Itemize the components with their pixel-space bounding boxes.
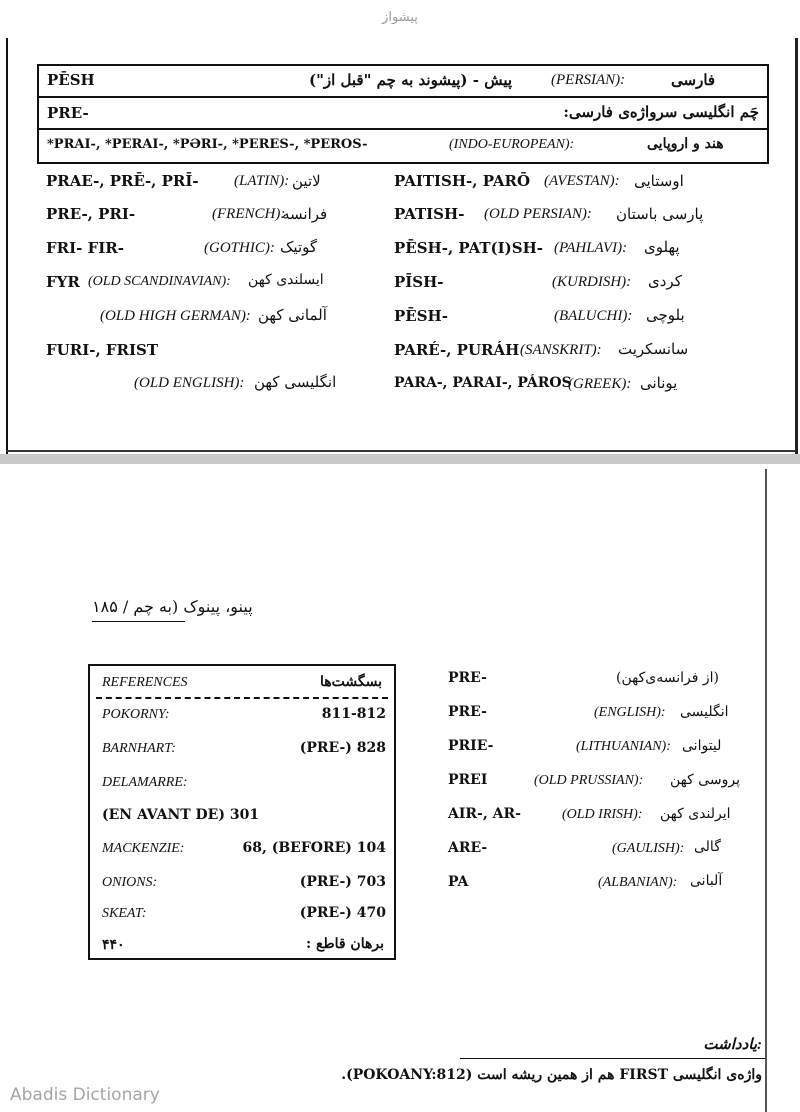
gothic-label-fa: گوتیک <box>280 238 318 256</box>
old-english-label-en: (OLD ENGLISH): <box>134 375 245 391</box>
cognate-lithuanian-word: PRIE- <box>448 738 494 754</box>
ref-barnhart-source: BARNHART: <box>102 741 176 756</box>
cognate-old-prussian-word: PREI <box>448 772 488 788</box>
latin-label-en: (LATIN): <box>234 173 290 189</box>
note-heading: یادداشت: <box>703 1037 762 1053</box>
cognate-albanian-word: PA <box>448 874 469 890</box>
persian-label-en: (PERSIAN): <box>551 72 626 88</box>
dictionary-page-2 <box>0 464 800 1112</box>
ref-skeat-value: (PRE-) 470 <box>299 905 386 921</box>
header-divider <box>39 96 767 98</box>
references-dashed-divider <box>96 697 388 699</box>
references-title-fa: بسگشت‌ها <box>319 674 382 690</box>
cognate-albanian-label-en: (ALBANIAN): <box>598 875 678 890</box>
latin-label-fa: لاتین <box>292 172 321 190</box>
furi-frist-word: FURI-, FRIST <box>46 341 159 359</box>
cognate-english-word: PRE- <box>448 704 487 720</box>
dictionary-page-1 <box>0 38 800 455</box>
ref-barnhart-value: (PRE-) 828 <box>299 740 386 756</box>
references-title-en: REFERENCES <box>102 675 188 690</box>
page-separator <box>0 454 800 464</box>
french-label-fa: فرانسه <box>282 205 328 223</box>
sanskrit-word: PARÉ-, PURÁH <box>394 341 520 359</box>
cognate-english-label-en: (ENGLISH): <box>594 705 666 720</box>
cognate-old-prussian-label-fa: پروسی کهن <box>670 772 741 788</box>
cognate-gaulish-label-fa: گالی <box>694 839 721 855</box>
cognate-english-label-fa: انگلیسی <box>680 704 729 720</box>
greek-label-fa: یونانی <box>640 374 678 392</box>
header-divider <box>39 128 767 130</box>
english-label-fa: چَم انگلیسی سرواژه‌ی فارسی: <box>563 103 759 121</box>
page-border-bottom <box>6 450 796 452</box>
ref-mackenzie-source: MACKENZIE: <box>102 841 185 856</box>
cognate-old-irish-label-fa: ایرلندی کهن <box>660 806 731 822</box>
persian-word: PĒSH <box>47 71 95 89</box>
ref-delamarre-value: (EN AVANT DE) 301 <box>102 807 260 823</box>
persian-label-fa: فارسی <box>671 71 716 89</box>
old-scandinavian-word: FYR <box>46 273 80 291</box>
ref-pokorny-value: 811-812 <box>321 706 386 722</box>
english-word: PRE- <box>47 104 89 122</box>
pahlavi-word: PĒSH-, PAT(I)SH- <box>394 239 543 257</box>
cognate-old-irish-label-en: (OLD IRISH): <box>562 807 643 822</box>
french-word: PRE-, PRI- <box>46 205 136 223</box>
cognate-albanian-label-fa: آلبانی <box>690 873 723 889</box>
latin-word: PRAE-, PRĒ-, PRĪ- <box>46 172 199 190</box>
old-high-german-label-fa: آلمانی کهن <box>258 306 327 324</box>
ref-pokorny-source: POKORNY: <box>102 707 170 722</box>
avestan-label-fa: اوستایی <box>634 172 684 190</box>
indo-european-label-en: (INDO-EUROPEAN): <box>449 137 575 152</box>
cognate-lithuanian-label-fa: لیتوانی <box>682 738 722 754</box>
old-scandinavian-label-fa: ایسلندی کهن <box>248 272 324 288</box>
old-persian-label-en: (OLD PERSIAN): <box>484 206 592 222</box>
french-label-en: (FRENCH): <box>212 206 286 222</box>
ref-skeat-source: SKEAT: <box>102 906 147 921</box>
old-persian-word: PATISH- <box>394 205 465 223</box>
baluchi-word: PĒSH- <box>394 307 448 325</box>
page-heading: پینو، پینوک (به چم / ۱۸۵ <box>92 597 253 616</box>
page-title: پیشواز <box>382 10 418 25</box>
greek-label-en: (GREEK): <box>568 376 632 392</box>
cognate-old-irish-word: AIR-, AR- <box>448 806 521 822</box>
ref-mackenzie-value: 68, (BEFORE) 104 <box>242 840 386 856</box>
kurdish-word: PĪSH- <box>394 273 444 291</box>
greek-word: PARA-, PARAI-, PÁROS <box>394 375 572 391</box>
baluchi-label-fa: بلوچی <box>646 306 685 324</box>
watermark-text: Abadis Dictionary <box>10 1085 160 1105</box>
pahlavi-label-en: (PAHLAVI): <box>554 240 628 256</box>
avestan-word: PAITISH-, PARŌ <box>394 172 531 190</box>
old-high-german-label-en: (OLD HIGH GERMAN): <box>100 308 251 324</box>
cognate-gaulish-label-en: (GAULISH): <box>612 841 685 856</box>
indo-european-word: *PRAI-, *PERAI-, *PƏRI-, *PERES-, *PEROS- <box>47 137 368 152</box>
gothic-label-en: (GOTHIC): <box>204 240 275 256</box>
sanskrit-label-fa: سانسکریت <box>618 340 689 358</box>
note-heading-underline <box>460 1058 765 1059</box>
note-text: واژه‌ی انگلیسی FIRST هم از همین ریشه است (POKOANY:812). <box>341 1067 762 1083</box>
old-persian-label-fa: پارسی باستان <box>616 205 704 223</box>
baluchi-label-en: (BALUCHI): <box>554 308 633 324</box>
kurdish-label-fa: کردی <box>648 272 682 290</box>
page-border-right <box>795 38 798 455</box>
indo-european-label-fa: هند و اروپایی <box>647 136 724 152</box>
page-border-left <box>6 38 8 455</box>
ref-onions-value: (PRE-) 703 <box>299 874 386 890</box>
cognate-old-french-label: (از فرانسه‌ی‌کهن) <box>616 670 719 686</box>
cognate-old-prussian-label-en: (OLD PRUSSIAN): <box>534 773 644 788</box>
ref-borhan-source: برهان قاطع : <box>305 936 384 952</box>
kurdish-label-en: (KURDISH): <box>552 274 632 290</box>
old-english-label-fa: انگلیسی کهن <box>254 373 337 391</box>
page-border-right <box>765 469 767 1112</box>
sanskrit-label-en: (SANSKRIT): <box>520 342 602 358</box>
old-scandinavian-label-en: (OLD SCANDINAVIAN): <box>88 274 231 289</box>
ref-delamarre-source: DELAMARRE: <box>102 775 188 790</box>
page-number-underline <box>92 621 185 622</box>
ref-borhan-value: ۴۴۰ <box>102 937 125 953</box>
references-box <box>88 664 396 960</box>
cognate-gaulish-word: ARE- <box>448 840 488 856</box>
ref-onions-source: ONIONS: <box>102 875 158 890</box>
gothic-word: FRI- FIR- <box>46 239 124 257</box>
persian-meaning: پیش - (پیشوند به چم "قبل از") <box>309 71 513 89</box>
cognate-lithuanian-label-en: (LITHUANIAN): <box>576 739 671 754</box>
cognate-old-french-word: PRE- <box>448 670 487 686</box>
avestan-label-en: (AVESTAN): <box>544 173 620 189</box>
pahlavi-label-fa: پهلوی <box>644 238 680 256</box>
etymology-header-box <box>37 64 769 164</box>
